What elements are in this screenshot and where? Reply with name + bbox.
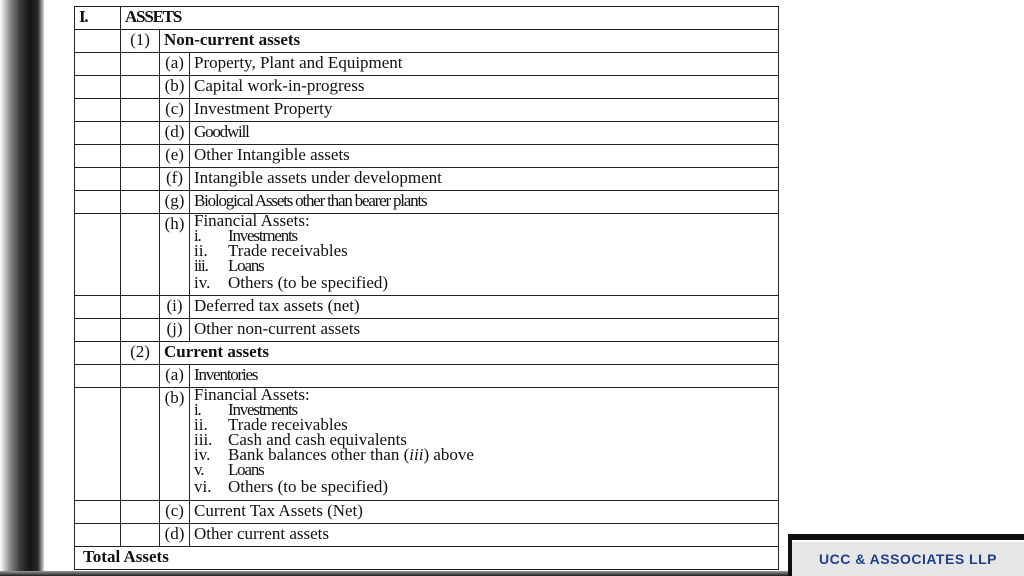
sub-item: ii. Trade receivables [194, 415, 348, 435]
item-row [75, 121, 779, 144]
sub-item: iv. Bank balances other than (iii) above [194, 445, 474, 465]
slide-frame-left [0, 0, 44, 576]
section-roman: I. [75, 7, 121, 30]
section-row [75, 7, 779, 30]
item-letter: (b) [160, 388, 190, 501]
item-row [75, 365, 779, 388]
item-row [75, 144, 779, 167]
item-letter: (j) [160, 319, 190, 342]
subsection-title: Current assets [160, 342, 779, 365]
sub-item: i. Investments [194, 225, 297, 245]
subsection-row [75, 342, 779, 365]
item-letter: (d) [160, 121, 190, 144]
financial-assets-heading: Financial Assets: [194, 387, 310, 405]
item-letter: (c) [160, 501, 190, 524]
item-label: Goodwill [190, 121, 779, 144]
item-letter: (d) [160, 524, 190, 547]
financial-assets-cell [190, 213, 779, 296]
item-letter: (f) [160, 167, 190, 190]
item-label: Current Tax Assets (Net) [190, 501, 779, 524]
item-label: Biological Assets other than bearer plants [190, 190, 779, 213]
financial-sublist [194, 402, 774, 496]
item-label: Other current assets [190, 524, 779, 547]
item-label: Deferred tax assets (net) [190, 296, 779, 319]
item-row [75, 75, 779, 98]
item-label: Capital work-in-progress [190, 75, 779, 98]
item-label: Other non-current assets [190, 319, 779, 342]
item-row [75, 52, 779, 75]
total-row [75, 546, 779, 569]
item-label: Investment Property [190, 98, 779, 121]
subsection-title: Non-current assets [160, 29, 779, 52]
item-row [75, 98, 779, 121]
item-row [75, 190, 779, 213]
item-letter: (h) [160, 213, 190, 296]
item-letter: (i) [160, 296, 190, 319]
sub-item: i. Investments [194, 400, 297, 420]
subsection-number: (1) [121, 29, 160, 52]
financial-assets-row [75, 388, 779, 501]
item-letter: (c) [160, 98, 190, 121]
sub-item: iv. Others (to be specified) [194, 272, 389, 292]
item-letter: (b) [160, 75, 190, 98]
sub-item: iii. Loans [194, 255, 264, 275]
total-assets-label: Total Assets [75, 546, 779, 569]
item-row [75, 524, 779, 547]
item-row [75, 167, 779, 190]
item-letter: (a) [160, 365, 190, 388]
subsection-row [75, 29, 779, 52]
item-letter: (g) [160, 190, 190, 213]
subsection-number: (2) [121, 342, 160, 365]
sub-item: vi. Others (to be specified) [194, 477, 389, 497]
item-letter: (a) [160, 52, 190, 75]
financial-assets-heading: Financial Assets: [194, 213, 310, 230]
sub-item: iii. Cash and cash equivalents [194, 430, 407, 450]
sub-item: v. Loans [194, 460, 264, 480]
financial-assets-cell [190, 388, 779, 501]
item-row [75, 296, 779, 319]
item-label: Inventories [190, 365, 779, 388]
firm-badge [792, 540, 1024, 576]
balance-sheet-assets-table [74, 6, 779, 570]
item-label: Other Intangible assets [190, 144, 779, 167]
firm-name: UCC & ASSOCIATES LLP [818, 551, 997, 567]
sub-item: ii. Trade receivables [194, 240, 348, 260]
item-row [75, 319, 779, 342]
item-label: Property, Plant and Equipment [190, 52, 779, 75]
item-label: Intangible assets under development [190, 167, 779, 190]
financial-sublist [194, 225, 774, 292]
item-letter: (e) [160, 144, 190, 167]
financial-assets-row [75, 213, 779, 296]
section-title: ASSETS [121, 7, 779, 30]
item-row [75, 501, 779, 524]
